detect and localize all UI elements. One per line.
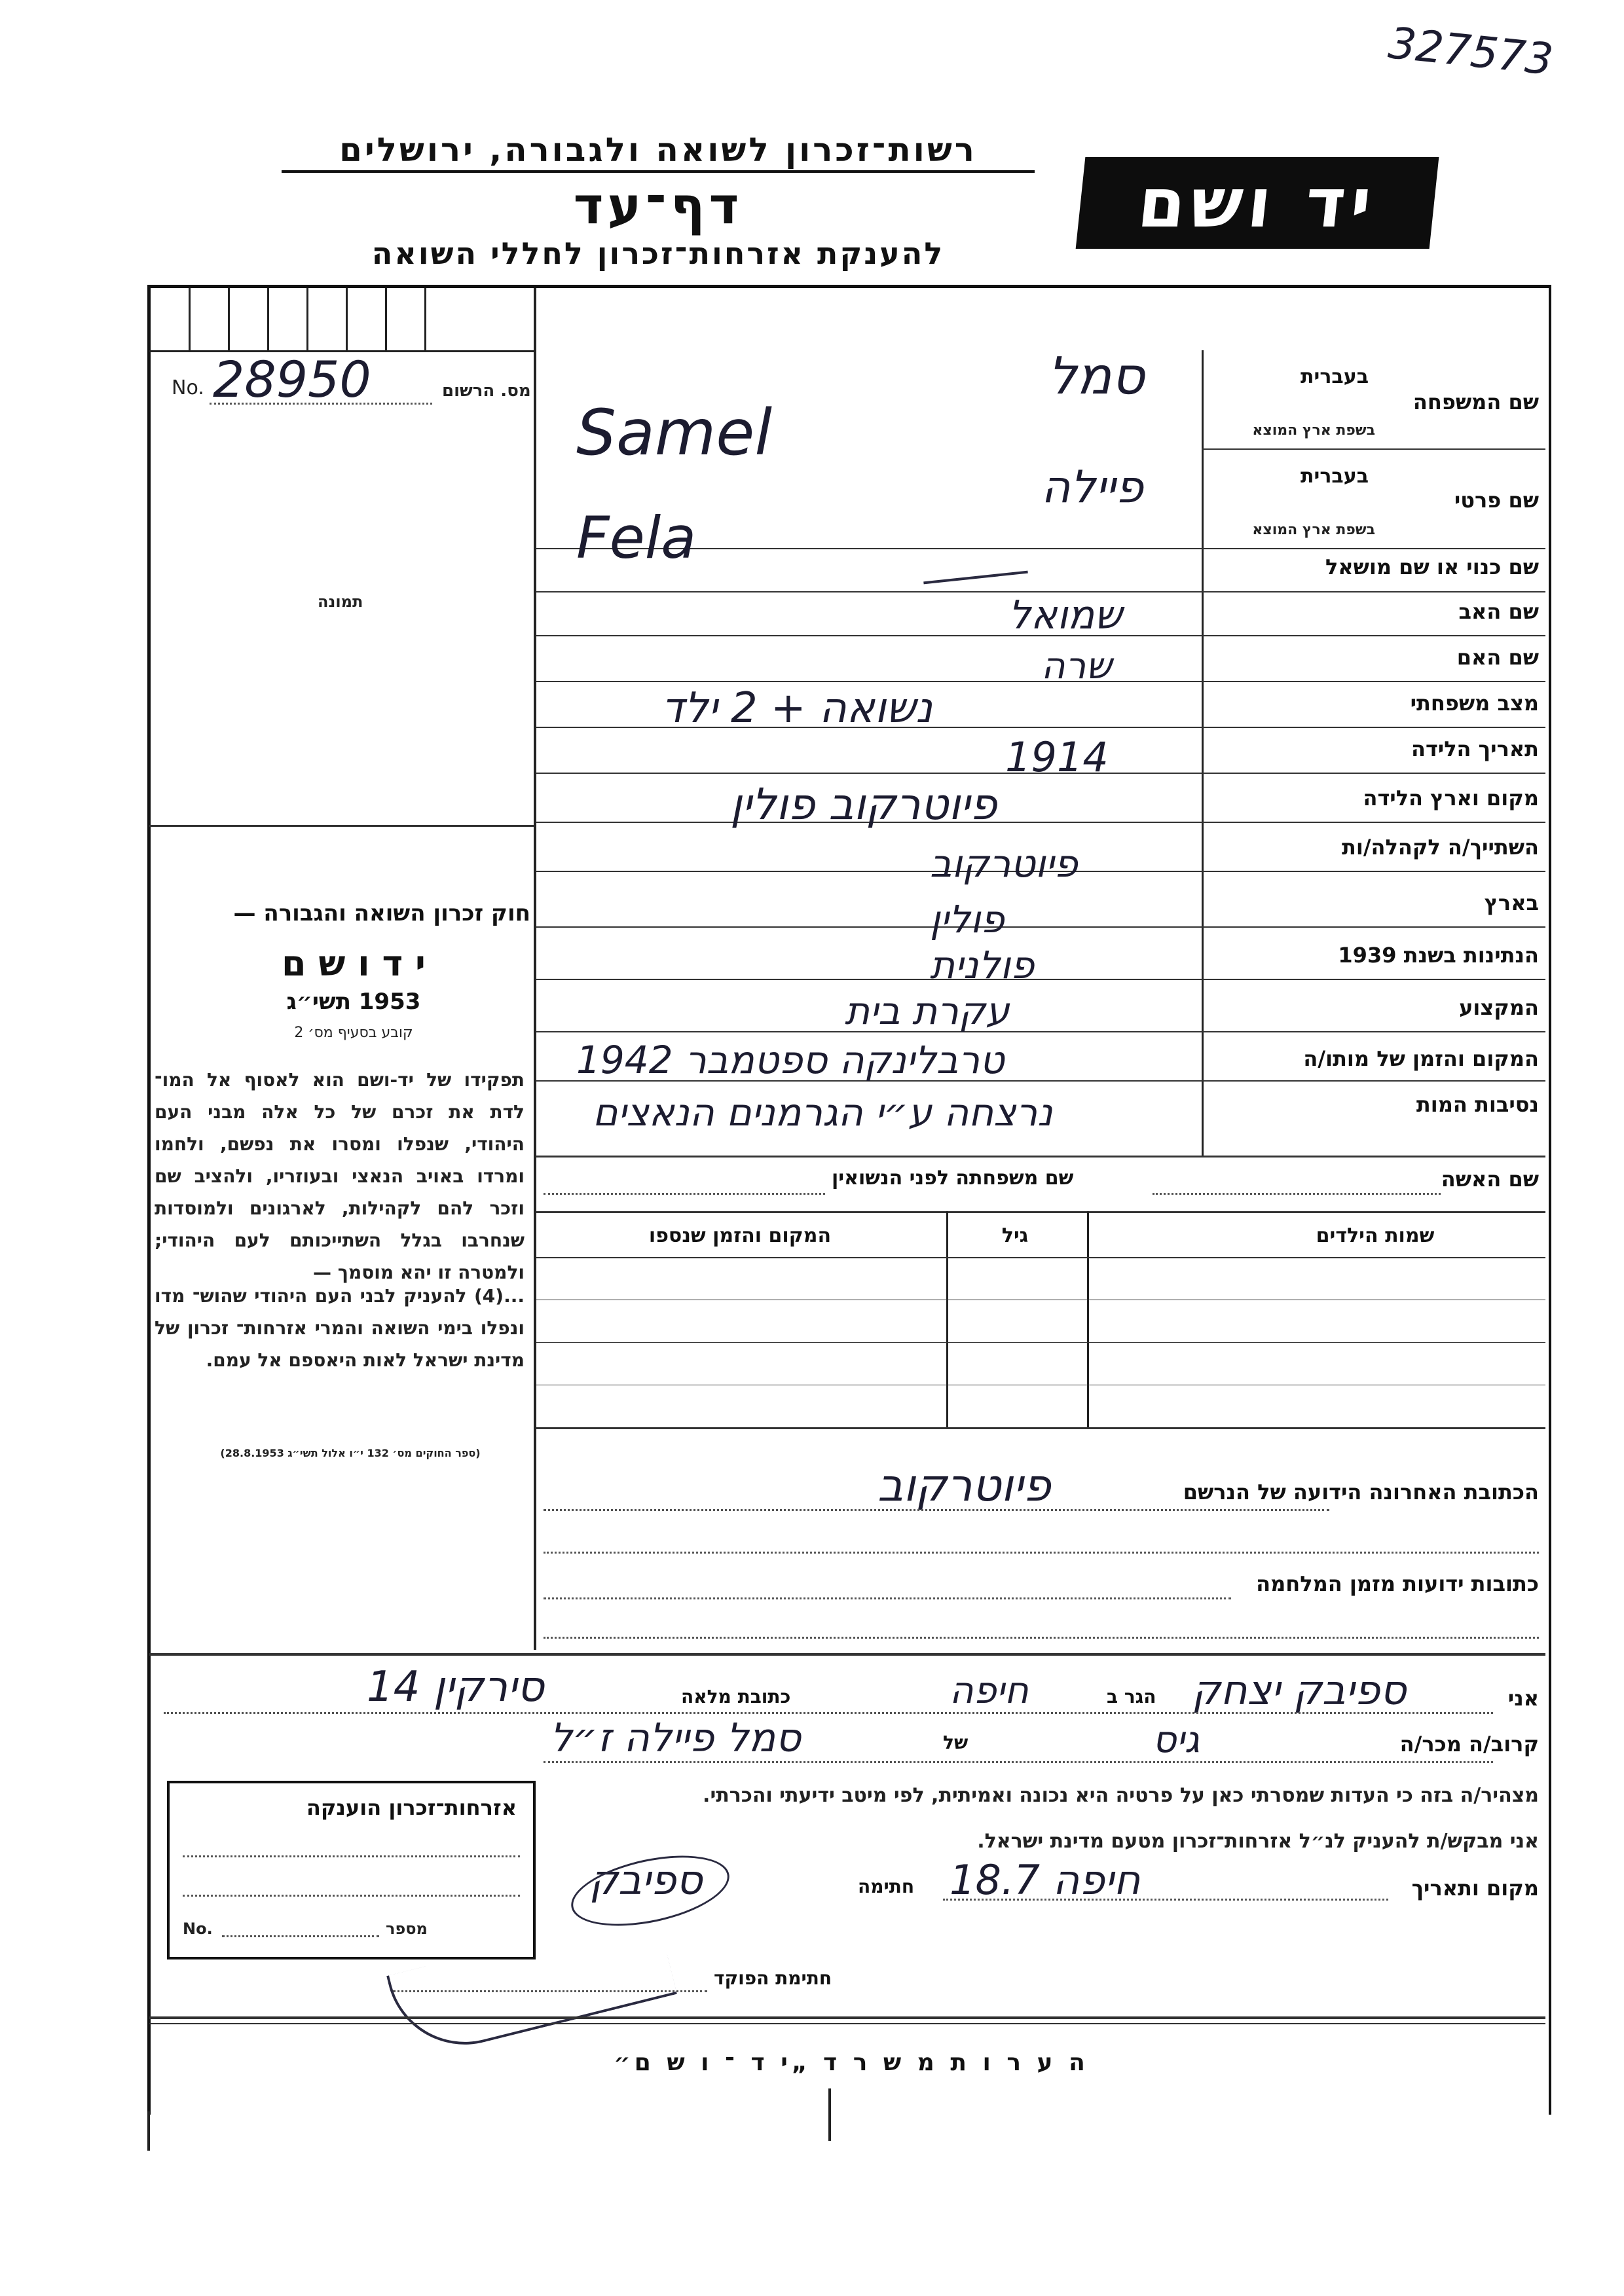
law-paragraph-1: תפקידו של יד-ושם הוא לאסוף אל המו־ לדת את זכרם של כל אלה מבני העם היהודי, שנפלו ומסרו את נפשם, ולחמו ומרדו באויב הנאצי ובעוזריו, ולהציב שם וזכר להם לקהילות, לארגונים ולמוסדות שנחרבו בגלל השתייכותם לעם היהודי; ולמטרה זו יהא מוסמך — bbox=[155, 1069, 525, 1283]
relative-line bbox=[544, 1761, 1493, 1763]
citizenship-box-no-prefix: No. bbox=[183, 1920, 213, 1938]
first-name-hebrew-value: פיילה bbox=[1041, 462, 1143, 513]
photo-area-bottom bbox=[149, 825, 534, 827]
section-separator bbox=[149, 1653, 1545, 1656]
row-separator bbox=[1202, 448, 1545, 450]
row-separator bbox=[536, 1031, 1545, 1032]
family-name-label: שם המשפחה bbox=[1412, 390, 1539, 414]
first-name-latin-value: Fela bbox=[576, 504, 697, 572]
last-address-line bbox=[544, 1509, 1329, 1511]
citizenship-box-line bbox=[183, 1895, 520, 1897]
birth-date-value: 1914 bbox=[1005, 733, 1109, 781]
registration-number-line bbox=[210, 403, 432, 405]
archive-number: 327573 bbox=[1386, 18, 1556, 85]
footer-remarks: ה ע ר ו ת מ ש ר ד „י ד ־ ו ש ם״ bbox=[614, 2049, 1089, 2076]
country-value: פולין bbox=[930, 897, 1005, 941]
family-name-hebrew-sublabel: בעברית bbox=[1301, 365, 1369, 388]
law-name: י ד ו ש ם bbox=[282, 943, 426, 984]
row-separator bbox=[536, 926, 1545, 928]
authority-line: רשות־זכרון לשואה ולגבורה, ירושלים bbox=[282, 131, 1035, 173]
maiden-name-line bbox=[544, 1193, 825, 1195]
citizenship-box-number-label: מספר bbox=[386, 1920, 428, 1938]
top-cell-divider bbox=[385, 288, 387, 350]
mother-value: שרה bbox=[1041, 645, 1112, 687]
citizenship-granted-box bbox=[167, 1781, 536, 1959]
relative-value: גיס bbox=[1153, 1719, 1200, 1761]
mother-label: שם האם bbox=[1456, 645, 1539, 670]
declarant-line bbox=[164, 1712, 1493, 1714]
birth-date-label: תאריך הלידה bbox=[1411, 737, 1539, 761]
place-date-line bbox=[943, 1899, 1388, 1901]
birth-place-value: פיוטרקוב פולין bbox=[730, 779, 997, 829]
family-name-latin-value: Samel bbox=[576, 396, 773, 469]
family-name-origin-sublabel: בשפת ארץ המוצא bbox=[1252, 422, 1375, 439]
footer-separator-2 bbox=[149, 2023, 1545, 2024]
death-circumstances-value: נרצחה ע״י הגרמנים הנאצים bbox=[593, 1090, 1053, 1135]
logo-text: יד ושם bbox=[1134, 163, 1380, 243]
children-table-bottom bbox=[536, 1427, 1545, 1429]
top-cell-divider bbox=[424, 288, 426, 350]
top-cell-divider bbox=[267, 288, 269, 350]
request-text: אני מבקש/ת להעניק לנ״ל אזרחות־זכרון מטעם מדינת ישראל. bbox=[977, 1830, 1539, 1853]
row-separator bbox=[536, 1211, 1545, 1213]
father-label: שם האב bbox=[1458, 599, 1539, 624]
first-name-origin-sublabel: בשפת ארץ המוצא bbox=[1252, 522, 1375, 538]
law-title: חוק זכרון השואה והגבורה — bbox=[233, 900, 530, 926]
law-section-ref: קובע בסעיף מס׳ 2 bbox=[294, 1025, 413, 1041]
last-address-value: פיוטרקוב bbox=[877, 1460, 1051, 1512]
top-cell-divider bbox=[306, 288, 308, 350]
form-title: דף־עד bbox=[573, 177, 743, 236]
law-source: (ספר החוקים מס׳ 132 י״ו אלול תשי״ג 28.8.1953) bbox=[220, 1447, 481, 1459]
row-separator bbox=[536, 979, 1545, 980]
wife-label: שם האשה bbox=[1441, 1167, 1539, 1192]
children-names-header: שמות הילדים bbox=[1316, 1224, 1435, 1247]
registration-number: 28950 bbox=[213, 350, 371, 409]
top-cell-divider bbox=[346, 288, 348, 350]
registration-number-label: מס. הרשום bbox=[442, 381, 531, 401]
death-place-time-label: המקום והזמן של מותו/ה bbox=[1303, 1046, 1539, 1071]
declarant-city-value: חיפה bbox=[950, 1669, 1029, 1712]
of-value: סמל פיילה ז״ל bbox=[550, 1715, 802, 1761]
profession-value: עקרת בית bbox=[845, 989, 1010, 1033]
children-table-divider bbox=[1087, 1211, 1089, 1427]
label-column-divider bbox=[1202, 350, 1204, 1156]
form-subtitle: להענקת אזרחות־זכרון לחללי השואה bbox=[371, 236, 945, 271]
top-cell-divider bbox=[228, 288, 230, 350]
citizenship-box-number-line bbox=[222, 1935, 379, 1937]
profession-label: המקצוע bbox=[1459, 995, 1539, 1020]
declarant-signature: ספיבק bbox=[589, 1856, 703, 1904]
marital-status-value: נשואה + 2 ילד bbox=[661, 684, 932, 733]
citizenship-box-line bbox=[183, 1855, 520, 1857]
children-table-row bbox=[536, 1257, 1545, 1258]
photo-placeholder-label: תמונה bbox=[318, 592, 363, 611]
first-name-hebrew-sublabel: בעברית bbox=[1301, 465, 1369, 488]
children-table-divider bbox=[946, 1211, 948, 1427]
law-paragraph-2: ...(4) להעניק לבני העם היהודי שהוש־ מדו ונפלו בימי השואה והמרי אזרחות־ זכרון של מדינת ישראל לאות היאספם אל עמם. bbox=[155, 1285, 525, 1371]
place-date-value: חיפה 18.7 bbox=[950, 1856, 1141, 1904]
law-year: 1953 תשי״ג bbox=[286, 989, 421, 1015]
signature-label: חתימה bbox=[858, 1876, 915, 1897]
maiden-name-label: שם משפחתה לפני הנשואין bbox=[832, 1167, 1074, 1190]
birth-place-label: מקום וארץ הלידה bbox=[1363, 786, 1539, 811]
children-table-row bbox=[536, 1342, 1545, 1343]
war-address-line-2 bbox=[544, 1637, 1539, 1639]
marital-status-label: מצב משפחתי bbox=[1410, 691, 1539, 716]
community-label: השתייך/ה לקהלה/ות bbox=[1341, 835, 1539, 860]
official-signature-label: חתימת הפוקד bbox=[714, 1967, 832, 1989]
children-place-header: המקום והזמן שנספו bbox=[648, 1224, 832, 1247]
full-address-label: כתובת מלאה bbox=[681, 1686, 791, 1707]
citizenship-1939-value: פולנית bbox=[930, 943, 1035, 987]
registration-no-prefix: No. bbox=[172, 376, 204, 399]
war-address-label: כתובות ידועות מזמן המלחמה bbox=[1256, 1571, 1539, 1596]
declarant-resident-label: הגר ב bbox=[1107, 1686, 1156, 1707]
top-cell-divider bbox=[189, 288, 191, 350]
place-date-label: מקום ותאריך bbox=[1411, 1876, 1539, 1901]
left-column-divider bbox=[534, 288, 536, 1650]
nickname-label: שם כנוי או שם מושאל bbox=[1325, 555, 1539, 579]
last-address-label: הכתובת האחרונה הידועה של הנרשם bbox=[1183, 1480, 1539, 1504]
citizenship-granted-title: אזרחות־זכרון הוענקה bbox=[306, 1795, 517, 1820]
community-value: פיוטרקוב bbox=[930, 841, 1078, 886]
family-name-hebrew-value: סמל bbox=[1048, 347, 1145, 406]
top-cell-strip bbox=[149, 288, 536, 352]
yad-vashem-logo bbox=[1076, 157, 1439, 249]
war-address-line bbox=[544, 1597, 1231, 1599]
footer-separator bbox=[149, 2016, 1545, 2019]
frame-left-extension bbox=[147, 2111, 150, 2151]
declaration-text: מצהיר/ה בזה כי העדות שמסרתי כאן על פרטיה היא נכונה ואמיתית, לפי מיטב ידיעתי והכרתי. bbox=[703, 1784, 1539, 1807]
citizenship-1939-label: הנתינות בשנת 1939 bbox=[1338, 943, 1539, 968]
row-separator bbox=[536, 822, 1545, 823]
wife-name-line bbox=[1153, 1193, 1441, 1195]
death-circumstances-label: נסיבות המות bbox=[1416, 1092, 1539, 1117]
row-separator bbox=[536, 681, 1545, 682]
declarant-i-label: אני bbox=[1507, 1686, 1539, 1711]
father-value: שמואל bbox=[1008, 592, 1122, 638]
country-label: בארץ bbox=[1484, 890, 1539, 915]
last-address-line-2 bbox=[544, 1552, 1539, 1554]
row-separator bbox=[536, 1156, 1545, 1157]
declarant-name-value: ספיבק יצחק bbox=[1192, 1666, 1407, 1714]
children-age-header: גיל bbox=[1001, 1224, 1029, 1247]
first-name-label: שם פרטי bbox=[1454, 488, 1539, 513]
death-place-time-value: טרבלינקה ספטמבר 1942 bbox=[576, 1038, 1005, 1082]
of-label: של bbox=[943, 1732, 969, 1753]
footer-tick bbox=[828, 2088, 831, 2141]
full-address-value: סירקין 14 bbox=[367, 1663, 544, 1711]
relative-label: קרוב/ה מכר/ה bbox=[1399, 1732, 1539, 1757]
